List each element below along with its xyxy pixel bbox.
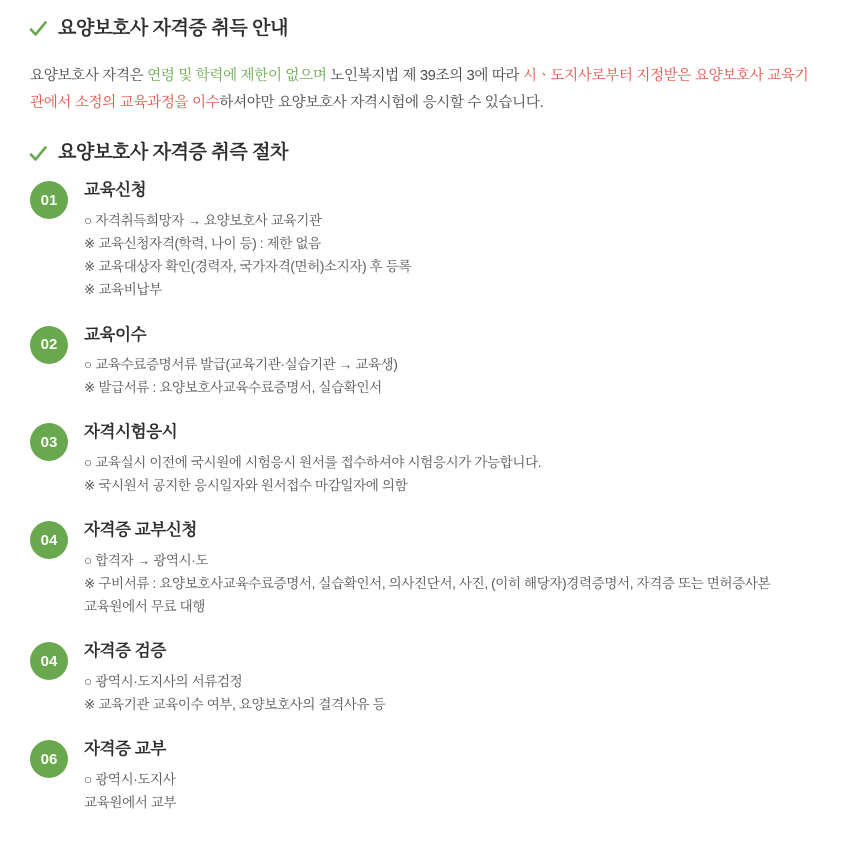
check-icon [28, 19, 48, 39]
step-number-badge: 03 [30, 423, 68, 461]
step-line: 교육원에서 교부 [84, 794, 177, 810]
intro-part-1: 요양보호사 자격은 [30, 67, 148, 84]
list-item [0, 421, 849, 497]
step-detail-lines [84, 353, 398, 399]
step-number-badge: 04 [30, 521, 68, 559]
step-body [68, 738, 176, 814]
step-body [68, 640, 385, 716]
list-item [0, 640, 849, 716]
step-line: ※ 국시원서 공지한 응시일자와 원서접수 마감일자에 의함 [84, 478, 408, 494]
intro-highlight-green: 연령 및 학력에 제한이 없으며 [147, 67, 327, 84]
step-detail-lines [84, 209, 411, 302]
step-line: ○ 광역시·도지사의 서류검정 [84, 673, 243, 689]
section-title-guide: 요양보호사 자격증 취득 안내 [58, 18, 289, 39]
step-line: 교육원에서 무료 대행 [84, 599, 206, 615]
step-body [68, 421, 541, 497]
step-body [68, 324, 398, 400]
step-title: 자격증 검증 [84, 642, 166, 661]
step-line: ※ 교육신청자격(학력, 나이 등) : 제한 없음 [84, 235, 321, 251]
step-line: ○ 교육수료증명서류 발급(교육기관·실습기관 → 교육생) [84, 356, 398, 372]
step-line: ○ 자격취득희망자 → 요양보호사 교육기관 [84, 212, 322, 228]
list-item [0, 519, 849, 618]
intro-part-3: 하셔야만 요양보호사 자격시험에 응시할 수 있습니다. [219, 94, 544, 111]
step-line: ○ 합격자 → 광역시·도 [84, 552, 209, 568]
step-title: 교육신청 [84, 181, 147, 200]
step-line: ※ 발급서류 : 요양보호사교육수료증명서, 실습확인서 [84, 380, 382, 396]
step-body [68, 179, 411, 301]
list-item [0, 324, 849, 400]
list-item [0, 179, 849, 301]
section-heading-guide [0, 18, 849, 41]
list-item [0, 738, 849, 814]
check-icon [28, 144, 48, 164]
section-title-process: 요양보호사 자격증 취즉 절차 [58, 142, 289, 164]
step-title: 교육이수 [84, 325, 147, 344]
step-line: ○ 교육실시 이전에 국시원에 시험응시 원서를 접수하셔야 시험응시가 가능합니다. [84, 454, 542, 470]
step-line: ○ 광역시·도지사 [84, 771, 176, 787]
intro-highlight-red: 시ㆍ도지사로부터 지정받은 요양보호사 교육기관에서 소정의 교육과정을 이수 [30, 67, 809, 111]
step-line: ※ 교육기관 교육이수 여부, 요양보호사의 결격사유 등 [84, 697, 386, 713]
step-line: ※ 구비서류 : 요양보호사교육수료증명서, 실습확인서, 의사진단서, 사진, (이히 해당자)경력증명서, 자격증 또는 면허증사본 [84, 575, 771, 591]
steps-list [0, 179, 849, 814]
step-detail-lines [84, 670, 385, 716]
step-detail-lines [84, 768, 176, 814]
step-number-badge: 02 [30, 326, 68, 364]
step-number-badge: 01 [30, 181, 68, 219]
intro-paragraph [0, 63, 849, 117]
step-number-badge: 06 [30, 740, 68, 778]
section-spacer [0, 116, 849, 142]
step-title: 자격시험응시 [84, 423, 178, 442]
step-detail-lines [84, 549, 770, 619]
step-title: 자격증 교부신청 [84, 521, 197, 540]
step-body [68, 519, 770, 618]
step-detail-lines [84, 451, 541, 497]
intro-part-2: 노인복지법 제 39조의 3에 따라 [326, 67, 523, 84]
step-line: ※ 교육대상자 확인(경력자, 국가자격(면허)소지자) 후 등록 [84, 259, 412, 275]
section-heading-process [0, 142, 849, 165]
step-title: 자격증 교부 [84, 740, 166, 759]
step-number-badge: 04 [30, 642, 68, 680]
top-spacer [0, 0, 849, 18]
step-line: ※ 교육비납부 [84, 282, 162, 298]
